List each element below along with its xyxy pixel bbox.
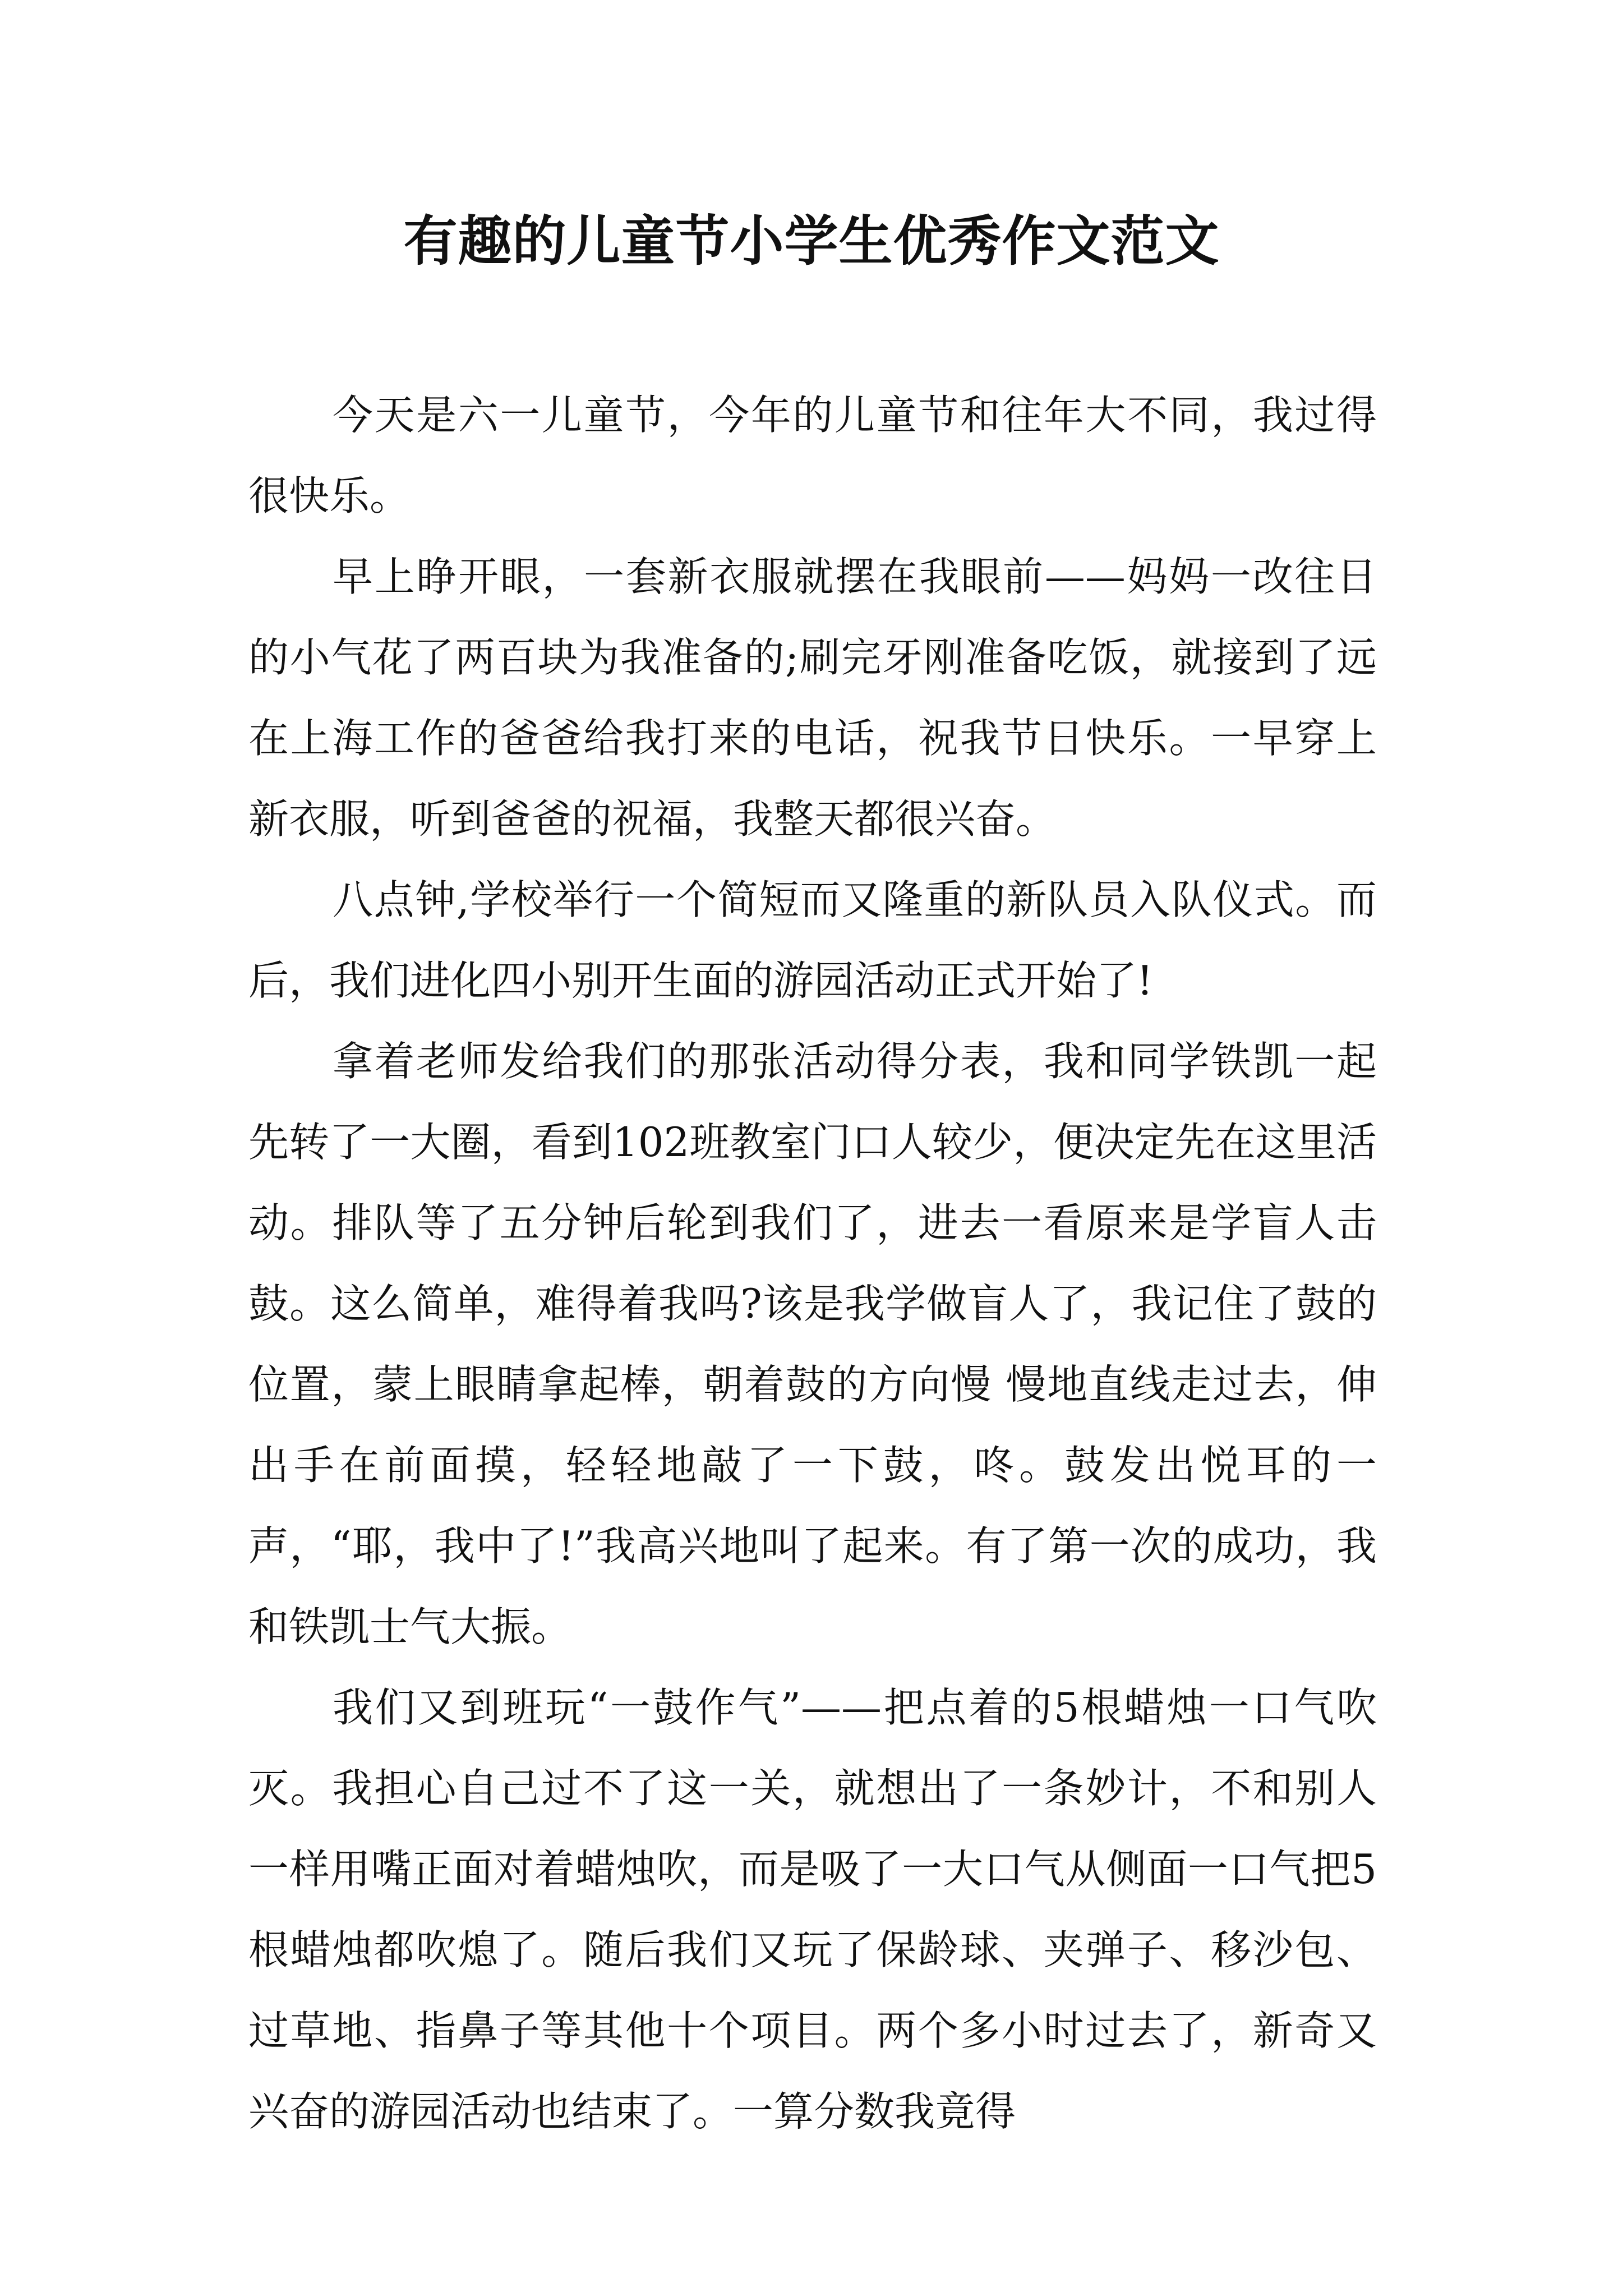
paragraph: 早上睁开眼，一套新衣服就摆在我眼前——妈妈一改往日的小气花了两百块为我准备的;刷完牙刚准备吃饭，就接到了远在上海工作的爸爸给我打来的电话，祝我节日快乐。一早穿上新衣服，听到爸爸的祝福，我整天都很兴奋。 bbox=[248, 553, 1377, 843]
document-body bbox=[248, 375, 1377, 2152]
paragraph: 我们又到班玩“一鼓作气”——把点着的5根蜡烛一口气吹灭。我担心自己过不了这一关，就想出了一条妙计，不和别人一样用嘴正面对着蜡烛吹，而是吸了一大口气从侧面一口气把5根蜡烛都吹熄了。随后我们又玩了保龄球、夹弹子、移沙包、过草地、指鼻子等其他十个项目。两个多小时过去了，新奇又兴奋的游园活动也结束了。一算分数我竟得 bbox=[248, 1684, 1377, 2135]
paragraph: 拿着老师发给我们的那张活动得分表，我和同学铁凯一起先转了一大圈，看到102班教室门口人较少，便决定先在这里活动。排队等了五分钟后轮到我们了，进去一看原来是学盲人击鼓。这么简单，难得着我吗?该是我学做盲人了，我记住了鼓的位置，蒙上眼睛拿起棒，朝着鼓的方向慢 慢地直线走过去，伸出手在前面摸，轻轻地敲了一下鼓，咚。鼓发出悦耳的一声，“耶，我中了!”我高兴地叫了起来。有了第一次的成功，我和铁凯士气大振。 bbox=[248, 1038, 1377, 1650]
document-title: 有趣的儿童节小学生优秀作文范文 bbox=[403, 209, 1220, 273]
paragraph: 八点钟,学校举行一个简短而又隆重的新队员入队仪式。而后，我们进化四小别开生面的游园活动正式开始了! bbox=[248, 876, 1377, 1004]
paragraph: 今天是六一儿童节，今年的儿童节和往年大不同，我过得很快乐。 bbox=[248, 392, 1377, 519]
